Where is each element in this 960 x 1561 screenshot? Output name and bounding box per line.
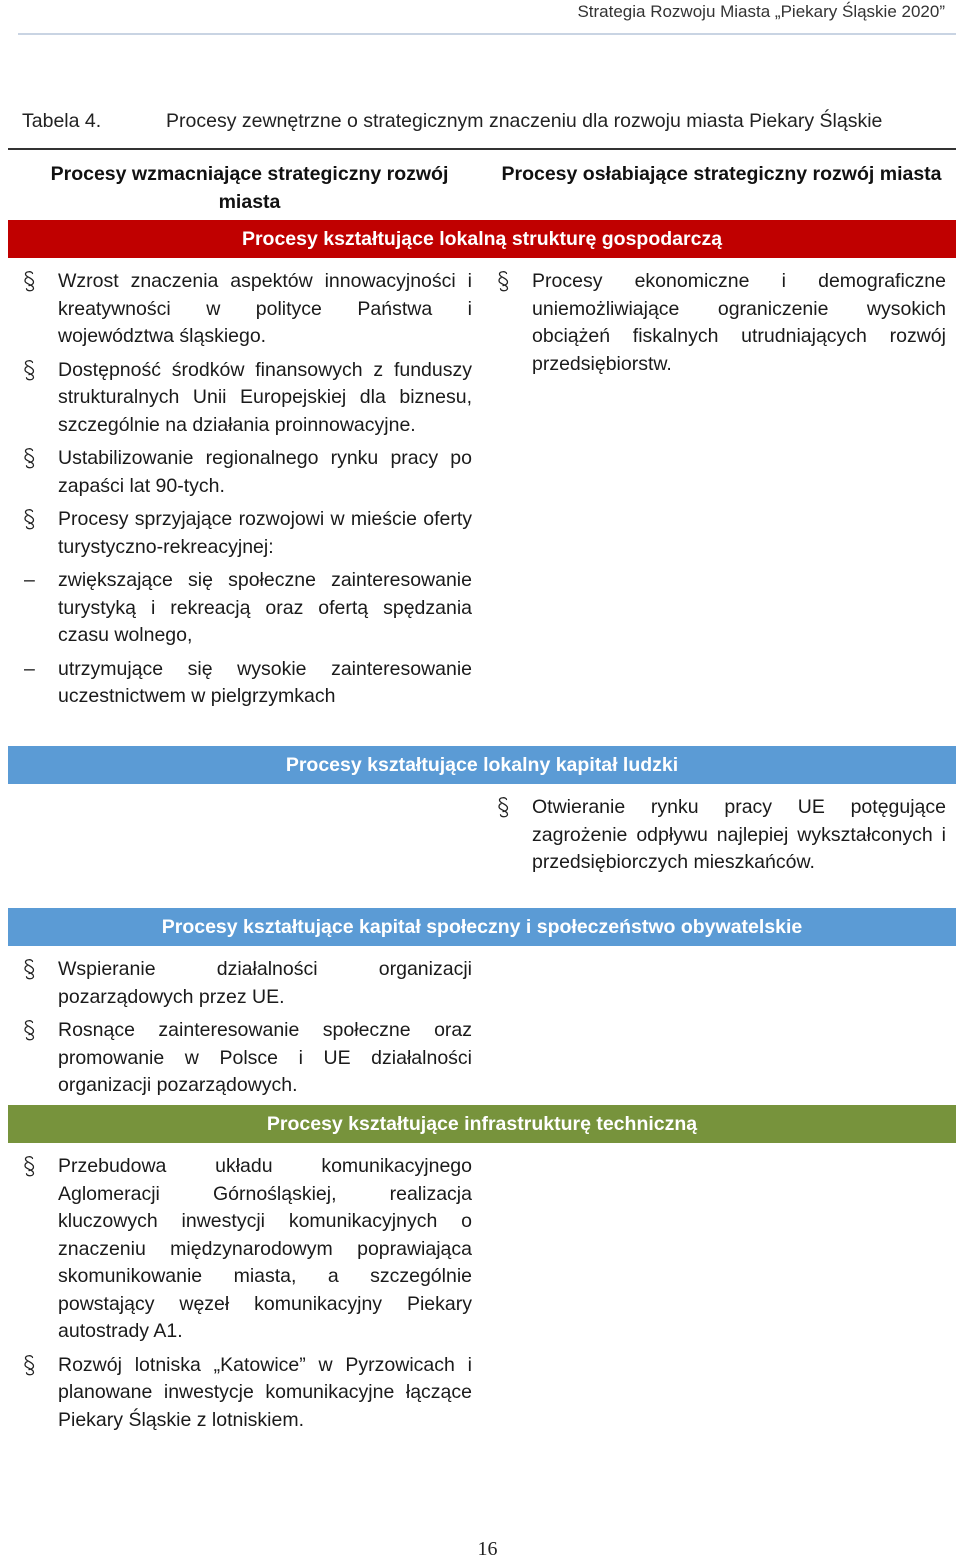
column-header-strengthening: Procesy wzmacniające strategiczny rozwój miasta — [50, 163, 449, 213]
table-title: Procesy zewnętrzne o strategicznym znaczeniu dla rozwoju miasta Piekary Śląskie — [166, 110, 883, 132]
list-item: Procesy sprzyjające rozwojowi w mieście oferty turystyczno-rekreacyjnej: — [22, 506, 472, 561]
social-left-list — [22, 956, 472, 1106]
section-sign-bullet-icon — [496, 796, 511, 818]
column-header-weakening: Procesy osłabiające strategiczny rozwój miasta — [501, 163, 942, 185]
list-item: Rozwój lotniska „Katowice” w Pyrzowicach i planowane inwestycje komunikacyjne łączące Piekary Śląskie z lotniskiem. — [22, 1352, 472, 1435]
section-sign-bullet-icon — [22, 359, 37, 381]
section-band-economic: Procesy kształtujące lokalną strukturę gospodarczą — [8, 220, 956, 258]
dash-marker: – — [24, 657, 35, 680]
economic-left-list — [22, 268, 472, 717]
table-number: Tabela 4. — [22, 110, 102, 132]
list-item: Wspieranie działalności organizacji pozarządowych przez UE. — [22, 956, 472, 1011]
section-sign-bullet-icon — [22, 508, 37, 530]
dash-marker: – — [24, 569, 35, 591]
running-header: Strategia Rozwoju Miasta „Piekary Śląskie 2020” — [577, 2, 945, 21]
section-sign-bullet-icon — [22, 1019, 37, 1041]
section-sign-bullet-icon — [22, 1155, 37, 1177]
list-item: Ustabilizowanie regionalnego rynku pracy po zapaści lat 90-tych. — [22, 445, 472, 500]
list-item: Wzrost znaczenia aspektów innowacyjności i kreatywności w polityce Państwa i województwa śląskiego. — [22, 268, 472, 351]
sub-list-item: – zwiększające się społeczne zainteresowanie turystyką i rekreacją oraz ofertą spędzania czasu wolnego, — [24, 569, 472, 646]
section-band-human-capital: Procesy kształtujące lokalny kapitał ludzki — [8, 746, 956, 784]
human-right-list — [496, 794, 946, 883]
section-sign-bullet-icon — [22, 1354, 37, 1376]
section-sign-bullet-icon — [22, 958, 37, 980]
section-sign-bullet-icon — [22, 447, 37, 469]
list-item: Rosnące zainteresowanie społeczne oraz promowanie w Polsce i UE działalności organizacji pozarządowych. — [22, 1017, 472, 1100]
header-rule — [18, 33, 956, 35]
page-number: 16 — [477, 1538, 498, 1560]
section-sign-bullet-icon — [22, 270, 37, 292]
section-sign-bullet-icon — [496, 270, 511, 292]
list-item: Otwieranie rynku pracy UE potęgujące zagrożenie odpływu najlepiej wykształconych i przedsiębiorczych mieszkańców. — [496, 794, 946, 877]
infrastructure-left-list — [22, 1153, 472, 1440]
table-top-rule — [8, 148, 956, 150]
list-item: Dostępność środków finansowych z funduszy strukturalnych Unii Europejskiej dla biznesu, szczególnie na działania proinnowacyjne. — [22, 357, 472, 440]
list-item: Przebudowa układu komunikacyjnego Aglomeracji Górnośląskiej, realizacja kluczowych inwestycji komunikacyjnych o znaczeniu międzynarodowym poprawiająca skomunikowanie miasta, a szczególnie powstający węzeł komunikacyjny Piekary autostrady A1. — [22, 1153, 472, 1346]
sub-list-item: – utrzymujące się wysokie zainteresowanie uczestnictwem w pielgrzymkach — [24, 657, 472, 707]
list-item: Procesy ekonomiczne i demograficzne uniemożliwiające ograniczenie wysokich obciążeń fiskalnych utrudniających rozwój przedsiębiorstw. — [496, 268, 946, 378]
section-band-infrastructure: Procesy kształtujące infrastrukturę techniczną — [8, 1105, 956, 1143]
economic-right-list — [496, 268, 946, 384]
section-band-social-capital: Procesy kształtujące kapitał społeczny i społeczeństwo obywatelskie — [8, 908, 956, 946]
